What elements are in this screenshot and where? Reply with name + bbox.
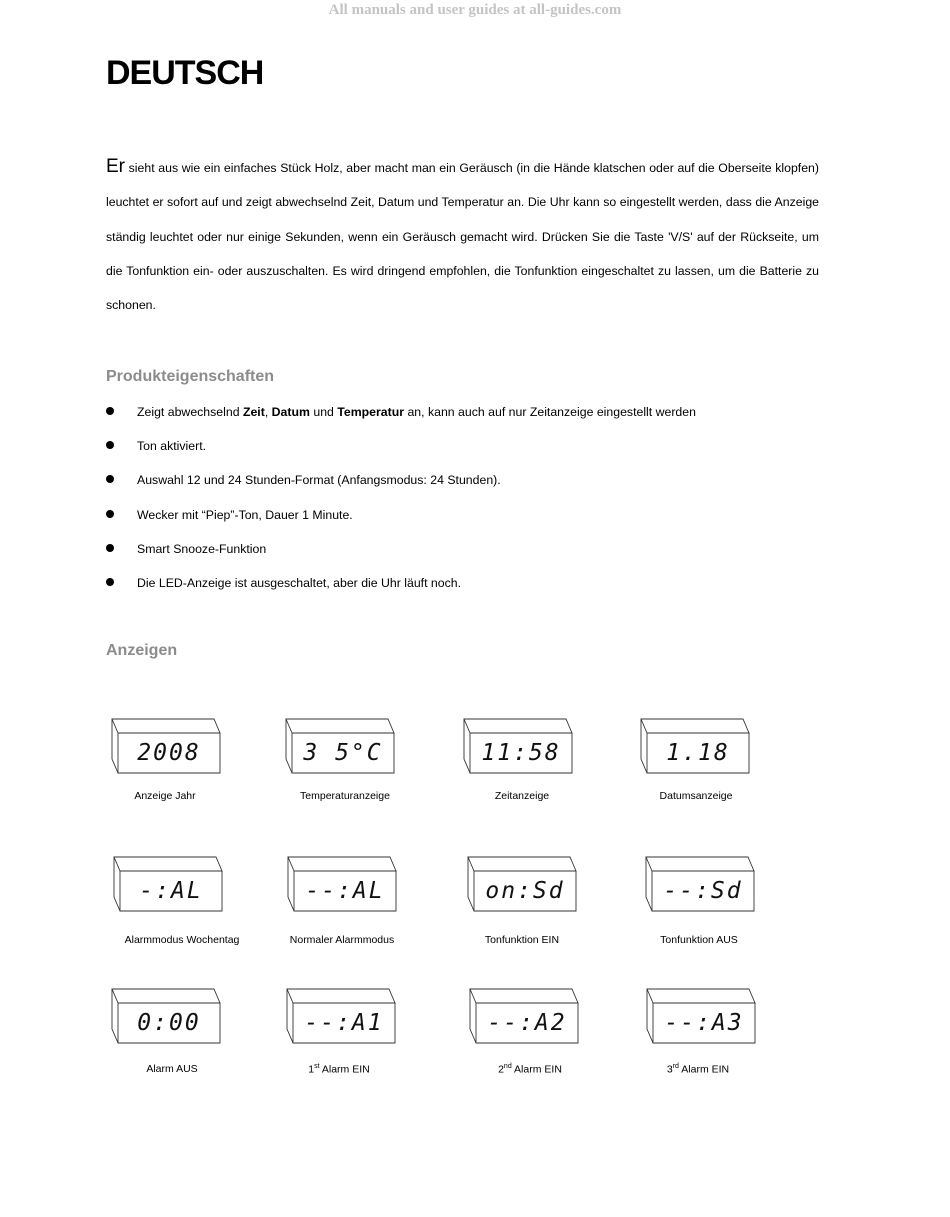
feature-list	[106, 395, 826, 600]
lcd-readout: 3 5°C	[303, 740, 383, 766]
clock-display-alarm3	[645, 989, 757, 1045]
feature-text: Auswahl 12 und 24 Stunden-Format (Anfangsmodus: 24 Stunden).	[137, 473, 501, 488]
lcd-readout: 11:58	[481, 740, 561, 766]
clock-display-alarm1	[285, 989, 397, 1045]
feature-text-part: Zeigt abwechselnd	[137, 405, 243, 419]
bullet-icon	[106, 578, 114, 586]
feature-text: Die LED-Anzeige ist ausgeschaltet, aber die Uhr läuft noch.	[137, 575, 461, 590]
bullet-icon	[106, 407, 114, 415]
clock-display-alarm-weekday	[112, 857, 224, 913]
caption-ordinal: nd	[503, 1063, 512, 1070]
feature-text: Wecker mit “Piep”-Ton, Dauer 1 Minute.	[137, 507, 353, 522]
feature-text-part: an, kann auch auf nur Zeitanzeige eingestellt werden	[404, 405, 696, 419]
lcd-readout: on:Sd	[485, 878, 565, 904]
feature-item	[106, 532, 826, 566]
caption-number: 2	[498, 1063, 504, 1076]
display-caption: Alarm AUS	[146, 1063, 198, 1075]
clock-display-sound-on	[466, 857, 578, 913]
clock-display-date	[639, 719, 751, 775]
bullet-icon	[106, 510, 114, 518]
lcd-readout: --:Sd	[663, 878, 743, 904]
feature-item	[106, 566, 826, 600]
feature-text-part: und	[309, 405, 338, 419]
features-heading: Produkteigenschaften	[106, 368, 275, 385]
caption-ordinal: st	[314, 1063, 320, 1070]
caption-rest: Alarm EIN	[319, 1063, 370, 1076]
clock-display-alarm2	[468, 989, 580, 1045]
display-caption: Zeitanzeige	[494, 790, 550, 802]
lcd-readout: --:A1	[304, 1010, 384, 1036]
display-caption: Tonfunktion EIN	[484, 934, 560, 946]
watermark: All manuals and user guides at all-guides.com	[328, 2, 622, 18]
bullet-icon	[106, 544, 114, 552]
intro-first-word: Er	[106, 156, 125, 177]
feature-item	[106, 395, 826, 429]
bullet-icon	[106, 475, 114, 483]
display-caption: Normaler Alarmmodus	[289, 934, 395, 946]
caption-ordinal: rd	[672, 1063, 679, 1070]
caption-number: 1	[308, 1063, 315, 1076]
intro-text: sieht aus wie ein einfaches Stück Holz, aber macht man ein Geräusch (in die Hände klatschen oder auf die Oberseite klopfen) leuchtet er sofort auf und zeigt abwechselnd Zeit, Datum und Temperatur an. Die Uhr kann so eingestellt werden, dass die Anzeige ständig leuchtet oder nur einige Sekunden, wenn ein Geräusch gemacht wird. Drücken Sie die Taste 'V/S' auf der Rückseite, um die Tonfunktion ein- oder auszuschalten. Es wird dringend empfohlen, die Tonfunktion eingeschaltet zu lassen, um die Batterie zu schonen.	[106, 161, 819, 313]
feature-text: Ton aktiviert.	[137, 439, 207, 454]
feature-item	[106, 463, 826, 497]
lcd-readout: 2008	[137, 740, 201, 766]
lcd-readout: --:A2	[487, 1010, 567, 1036]
display-caption	[259, 1063, 419, 1076]
clock-display-sound-off	[644, 857, 756, 913]
intro-paragraph	[106, 150, 819, 322]
display-caption: Anzeige Jahr	[134, 790, 196, 802]
feature-text-part: ,	[264, 405, 272, 419]
feature-item	[106, 429, 826, 463]
lcd-readout: -:AL	[139, 878, 203, 904]
display-caption	[618, 1063, 778, 1076]
clock-display-year	[110, 719, 222, 775]
lcd-readout: --:A3	[664, 1010, 744, 1036]
caption-number: 3	[666, 1063, 673, 1076]
caption-rest: Alarm EIN	[511, 1063, 562, 1076]
displays-heading: Anzeigen	[106, 642, 178, 659]
caption-rest: Alarm EIN	[678, 1063, 730, 1076]
feature-text	[137, 395, 696, 429]
display-caption: Temperaturanzeige	[300, 790, 390, 802]
feature-bold-temperatur: Temperatur	[337, 405, 405, 419]
feature-bold-zeit: Zeit	[242, 405, 265, 419]
bullet-icon	[106, 441, 114, 449]
feature-bold-datum: Datum	[271, 405, 310, 419]
lcd-readout: --:AL	[305, 878, 385, 904]
display-caption: Alarmmodus Wochentag	[124, 934, 240, 946]
clock-display-alarm-normal	[286, 857, 398, 913]
display-caption: Tonfunktion AUS	[660, 934, 738, 946]
feature-item	[106, 498, 826, 532]
lcd-readout: 0:00	[137, 1010, 201, 1036]
clock-display-temperature	[284, 719, 396, 775]
display-caption: Datumsanzeige	[659, 790, 733, 802]
display-caption	[450, 1063, 610, 1076]
lcd-readout: 1.18	[666, 740, 730, 766]
clock-display-time	[462, 719, 574, 775]
page-title: DEUTSCH	[106, 54, 264, 92]
feature-text: Smart Snooze-Funktion	[137, 541, 267, 556]
clock-display-alarm-off	[110, 989, 222, 1045]
